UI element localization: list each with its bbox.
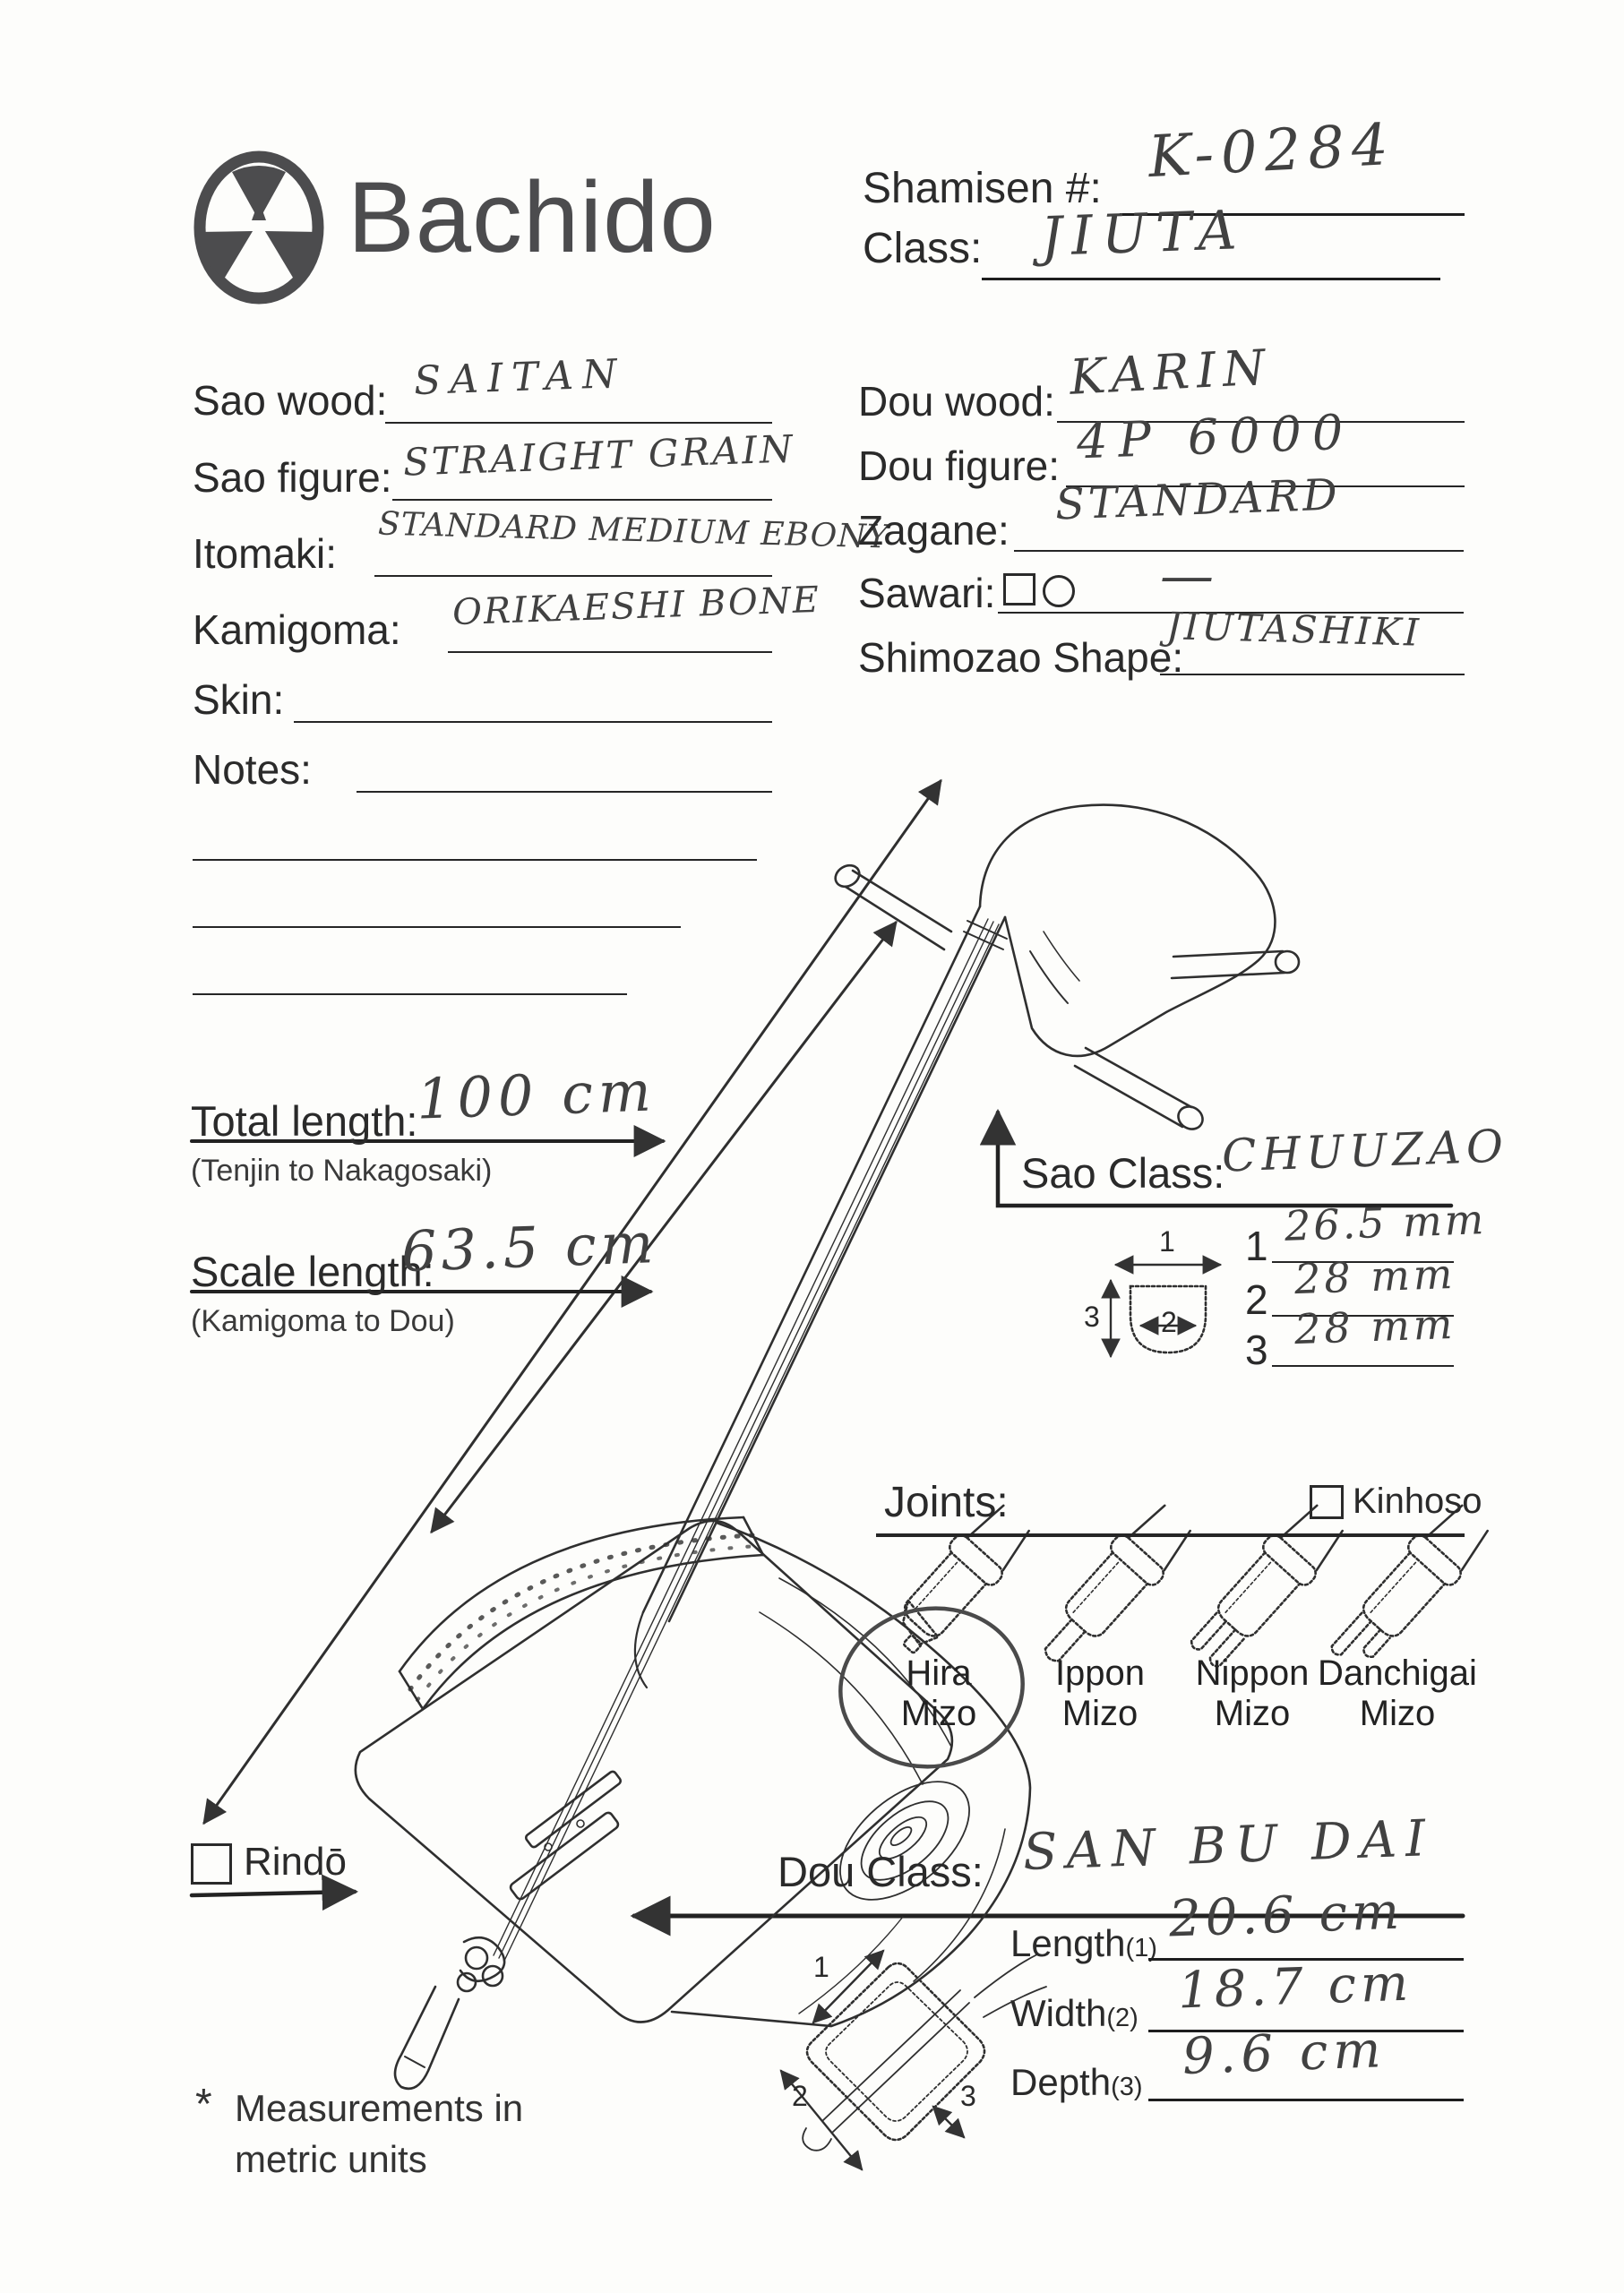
field-label-skin: Skin: [193, 676, 285, 723]
dou-depth-label [1010, 2061, 1143, 2104]
sao-measure-index-2: 2 [1245, 1276, 1268, 1323]
dou-depth-line [1148, 2099, 1464, 2101]
notes-extra-line [193, 926, 681, 928]
brand-wordmark: Bachido [348, 161, 717, 273]
field-label-sawari: Sawari: [858, 570, 996, 616]
dou-width-value: 18.7 cm [1176, 1954, 1414, 2021]
field-value-dou-wood: KARIN [1068, 339, 1274, 406]
class-line [982, 278, 1440, 280]
field-value-itomaki: STANDARD MEDIUM EBONY [377, 505, 889, 556]
field-line-kamigoma [448, 651, 772, 653]
total-length-value: 100 cm [415, 1058, 657, 1132]
dou-length-sub: (1) [1125, 1934, 1157, 1962]
itomaki-pegs [831, 861, 1299, 1133]
field-label-dou-wood: Dou wood: [858, 378, 1055, 425]
rindo-label: Rindō [244, 1840, 347, 1884]
dou-depth-value: 9.6 cm [1181, 2021, 1388, 2086]
field-line-shimozao-shape [1160, 674, 1465, 675]
sao-measure-value-2: 28 mm [1293, 1249, 1457, 1304]
field-label-notes: Notes: [193, 746, 312, 793]
dou-diagram-label-2: 2 [792, 2080, 808, 2112]
joint-label-nippon-mizo: Nippon Mizo [1195, 1653, 1310, 1733]
nakago-tip [395, 1987, 459, 2089]
field-line-skin [294, 721, 772, 723]
joint-label-ippon-mizo: Ippon Mizo [1054, 1653, 1146, 1733]
field-label-sao-wood: Sao wood: [193, 377, 388, 424]
field-line-sao-figure [392, 499, 772, 501]
dou-class-value: SAN BU DAI [1022, 1809, 1436, 1882]
sawari-square-checkbox [1003, 573, 1035, 605]
field-label-dou-figure: Dou figure: [858, 442, 1061, 489]
koma-bridge [509, 1770, 622, 1901]
field-value-zagane: STANDARD [1054, 469, 1342, 530]
notes-extra-line [193, 859, 757, 861]
dou-width-sub: (2) [1106, 2004, 1139, 2032]
field-line-sao-wood [385, 422, 772, 424]
dou-depth-sub: (3) [1111, 2073, 1143, 2101]
dou-depth-name: Depth [1010, 2061, 1112, 2103]
bachido-logo-icon [192, 157, 326, 298]
sao-diagram-label-1: 1 [1159, 1225, 1175, 1258]
kinhoso-label: Kinhoso [1353, 1481, 1482, 1521]
total-length-caption: (Tenjin to Nakagosaki) [191, 1154, 493, 1188]
field-value-dou-figure: 4P 6000 [1075, 403, 1355, 470]
field-line-itomaki [374, 575, 772, 577]
sao-diagram-label-3: 3 [1084, 1301, 1100, 1333]
sao-measure-index-1: 1 [1245, 1223, 1268, 1269]
field-label-kamigoma: Kamigoma: [193, 606, 401, 653]
scale-length-label: Scale length: [191, 1248, 434, 1295]
shamisen-number-label: Shamisen #: [863, 165, 1102, 212]
field-line-zagane [1014, 550, 1464, 552]
field-value-kamigoma: ORIKAESHI BONE [451, 579, 821, 634]
dou-length-name: Length [1010, 1922, 1126, 1964]
doukake-band [400, 1517, 763, 1709]
field-label-shimozao-shape: Shimozao Shape: [858, 634, 1184, 681]
total-length-label: Total length: [191, 1097, 418, 1145]
sao-measure-line-3 [1272, 1365, 1454, 1367]
shamisen-tenjin [980, 805, 1275, 1056]
scale-length-value: 63.5 cm [400, 1210, 659, 1284]
sao-class-value: CHUUZAO [1221, 1120, 1509, 1182]
total-length-measure-line [204, 781, 941, 1823]
joint-icon-nippon-mizo [1181, 1496, 1352, 1677]
field-value-sao-figure: STRAIGHT GRAIN [402, 426, 796, 485]
neo-knot [458, 1937, 504, 1991]
class-label: Class: [863, 225, 983, 272]
field-value-shimozao-shape: JIUTASHIKI [1165, 604, 1422, 655]
field-value-sawari: — [1160, 545, 1217, 607]
field-value-sao-wood: SAITAN [413, 350, 627, 405]
sao-measure-value-3: 28 mm [1293, 1299, 1457, 1354]
scale-length-caption: (Kamigoma to Dou) [191, 1304, 455, 1338]
footnote-marker: * [195, 2081, 212, 2128]
dou-class-label: Dou Class: [778, 1848, 984, 1895]
sawari-circle-checkbox [1043, 575, 1075, 607]
joint-icon-ippon-mizo [1027, 1496, 1199, 1679]
dou-length-value: 20.6 cm [1167, 1882, 1405, 1949]
dou-width-label [1010, 1992, 1139, 2035]
dou-length-label [1010, 1922, 1157, 1965]
class-value: JIUTA [1039, 199, 1247, 269]
rindo-checkbox [191, 1843, 232, 1885]
field-label-zagane: Zagane: [858, 507, 1010, 554]
field-label-sao-figure: Sao figure: [193, 454, 392, 501]
dou-diagram-label-1: 1 [813, 1951, 829, 1983]
field-label-itomaki: Itomaki: [193, 530, 338, 577]
sao-measure-index-3: 3 [1245, 1327, 1268, 1373]
sao-class-label: Sao Class: [1021, 1149, 1225, 1197]
dou-width-name: Width [1010, 1992, 1107, 2034]
sao-measure-value-1: 26.5 mm [1284, 1195, 1488, 1250]
joints-divider [876, 1533, 1465, 1537]
dou-diagram-label-3: 3 [960, 2080, 976, 2112]
field-line-notes [357, 791, 772, 793]
sao-diagram-label-2: 2 [1161, 1306, 1177, 1338]
shamisen-dou [356, 1521, 1030, 2026]
joints-title: Joints: [884, 1479, 1009, 1526]
joint-label-danchigai-mizo: Danchigai Mizo [1318, 1653, 1477, 1733]
kinhoso-checkbox [1310, 1485, 1344, 1519]
rindo-pointer [192, 1892, 355, 1895]
shamisen-number-value: K-0284 [1147, 111, 1397, 192]
footnote-text: Measurements in metric units [235, 2087, 524, 2180]
notes-extra-line [193, 993, 627, 995]
joint-label-hira-mizo: Hira Mizo [900, 1653, 977, 1733]
